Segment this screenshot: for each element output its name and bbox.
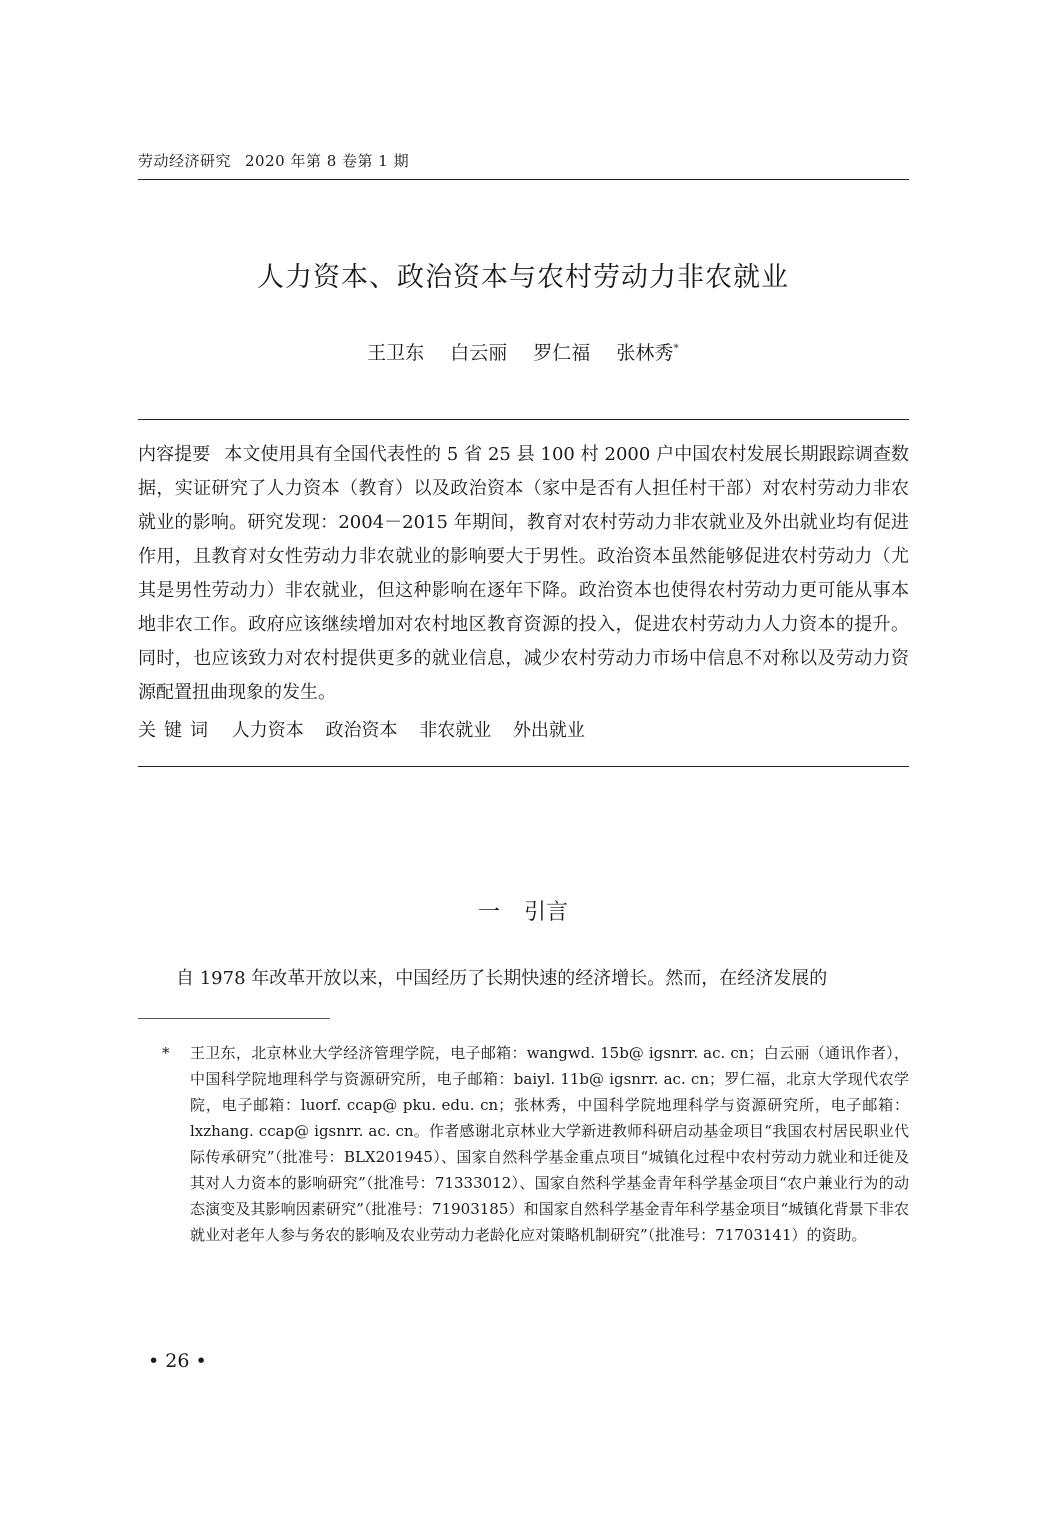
page-number: • 26 •	[148, 1350, 207, 1372]
abstract-bottom-rule	[138, 766, 909, 767]
abstract-text: 本文使用具有全国代表性的 5 省 25 县 100 村 2000 户中国农村发展长期跟踪调查数据，实证研究了人力资本（教育）以及政治资本（家中是否有人担任村干部）对农村劳动力非农就业的影响。研究发现：2004－2015 年期间，教育对农村劳动力非农就业及外出就业均有促进作用，且教育对女性劳动力非农就业的影响要大于男性。政治资本虽然能够促进农村劳动力（尤其是男性劳动力）非农就业，但这种影响在逐年下降。政治资本也使得农村劳动力更可能从事本地非农工作。政府应该继续增加对农村地区教育资源的投入，促进农村劳动力人力资本的提升。同时，也应该致力对农村提供更多的就业信息，减少农村劳动力市场中信息不对称以及劳动力资源配置扭曲现象的发生。	[138, 444, 910, 703]
abstract-label: 内容提要	[138, 444, 211, 465]
keywords-label: 关键词	[138, 720, 216, 741]
footnote	[162, 1040, 909, 1248]
author-2: 白云丽	[450, 342, 508, 364]
abstract-top-rule	[138, 419, 909, 420]
section-title: 引言	[524, 900, 569, 925]
footnote-separator	[138, 1018, 330, 1019]
author-4-name: 张林秀	[616, 342, 674, 364]
keyword-2: 政治资本	[325, 720, 398, 741]
footnote-mark: *	[162, 1044, 170, 1062]
section-heading	[0, 895, 1046, 926]
author-footnote-mark: *	[673, 341, 679, 355]
abstract	[138, 438, 909, 710]
journal-name: 劳动经济研究	[138, 152, 232, 170]
keyword-3: 非农就业	[419, 720, 492, 741]
article-title: 人力资本、政治资本与农村劳动力非农就业	[257, 262, 789, 293]
footnote-text: 王卫东，北京林业大学经济管理学院，电子邮箱：wangwd. 15b@ igsnrr. ac. cn；白云丽（通讯作者），中国科学院地理科学与资源研究所，电子邮箱：baiyl. 11b@ igsnrr. ac. cn；罗仁福，北京大学现代农学院，电子邮箱：luorf. ccap@ pku. edu. cn；张林秀，中国科学院地理科学与资源研究所，电子邮箱：lxzhang. ccap@ igsnrr. ac. cn。作者感谢北京林业大学新进教师科研启动基金项目“我国农村居民职业代际传承研究”（批准号：BLX201945）、国家自然科学基金重点项目“城镇化过程中农村劳动力就业和迁徙及其对人力资本的影响研究”（批准号：71333012）、国家自然科学基金青年科学基金项目“农户兼业行为的动态演变及其影响因素研究”（批准号：71903185）和国家自然科学基金青年科学基金项目“城镇化背景下非农就业对老年人参与务农的影响及农业劳动力老龄化应对策略机制研究”（批准号：71703141）的资助。	[190, 1044, 909, 1244]
running-head	[138, 150, 909, 180]
keyword-4: 外出就业	[512, 720, 585, 741]
keywords	[138, 716, 909, 742]
author-list	[0, 338, 1046, 365]
author-3: 罗仁福	[533, 342, 591, 364]
section-number: 一	[477, 900, 500, 925]
author-1: 王卫东	[367, 342, 425, 364]
author-4	[616, 342, 679, 364]
issue-info: 2020 年第 8 卷第 1 期	[245, 152, 410, 170]
keyword-1: 人力资本	[231, 720, 304, 741]
body-paragraph: 自 1978 年改革开放以来，中国经历了长期快速的经济增长。然而，在经济发展的	[176, 968, 828, 989]
